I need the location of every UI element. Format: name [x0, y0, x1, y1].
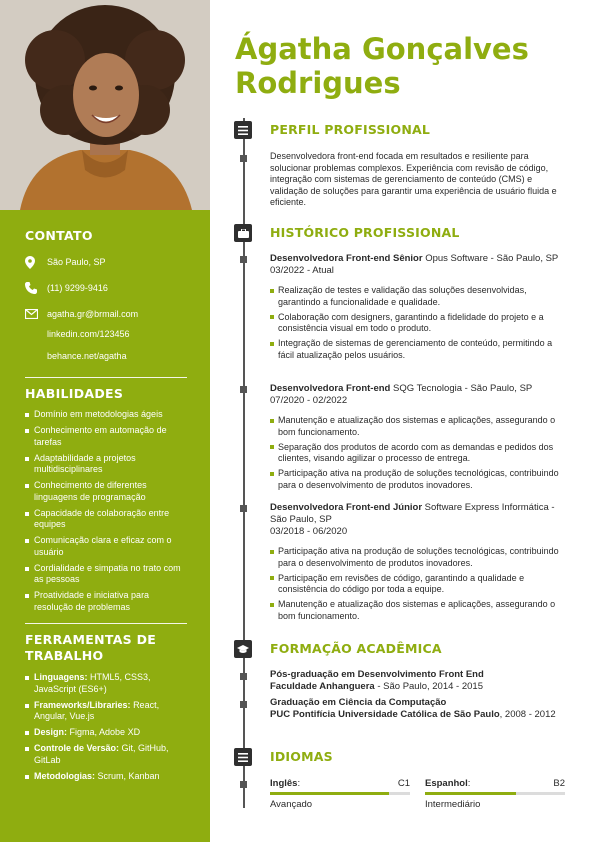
language-code: B2 — [553, 778, 565, 789]
job-role: Desenvolvedora Front-end Júnior — [270, 502, 423, 513]
list-item: Conhecimento de diferentes linguagens de programação — [25, 480, 187, 503]
phone-icon — [25, 281, 47, 295]
list-item: Participação em revisões de código, garantindo a qualidade e consistência do código por toda a equipe. — [270, 573, 570, 596]
list-item: Proatividade e iniciativa para resolução de problemas — [25, 590, 187, 613]
list-item: Conhecimento em automação de tarefas — [25, 425, 187, 448]
list-item — [25, 672, 187, 695]
contact-phone — [25, 278, 187, 298]
divider — [25, 377, 187, 378]
tools-heading-line2: TRABALHO — [25, 648, 104, 663]
list-item — [25, 700, 187, 723]
job-company: Opus Software - São Paulo, SP — [425, 253, 559, 264]
proficiency-bar — [270, 792, 410, 795]
skills-heading: HABILIDADES — [25, 386, 124, 401]
timeline-marker — [240, 386, 247, 393]
location-text: São Paulo, SP — [47, 257, 106, 267]
contact-linkedin[interactable] — [25, 324, 187, 344]
list-item: Integração de sistemas de gerenciamento de conteúdo, permitindo a fácil atualização pelos usuários. — [270, 338, 570, 361]
contact-location — [25, 252, 187, 272]
tool-value: Scrum, Kanban — [97, 770, 160, 781]
list-item: Capacidade de colaboração entre equipes — [25, 508, 187, 531]
school-line — [270, 681, 570, 693]
timeline-marker — [240, 701, 247, 708]
tools-list — [25, 672, 187, 782]
briefcase-icon — [234, 224, 252, 242]
course-title: Graduação em Ciência da Computação — [270, 697, 447, 708]
school-name: Faculdade Anhanguera — [270, 681, 375, 692]
phone-text: (11) 9299-9416 — [47, 283, 108, 293]
languages-heading: IDIOMAS — [270, 749, 333, 764]
list-item: Manutenção e atualização dos sistemas e aplicações, assegurando o bom funcionamento. — [270, 415, 570, 438]
job-title-line — [270, 383, 570, 395]
tool-value: Figma, Adobe XD — [69, 727, 141, 737]
list-item — [25, 771, 187, 783]
location-pin-icon — [25, 255, 47, 269]
job-bullets — [270, 415, 570, 491]
tool-label: Metodologias: — [34, 770, 95, 781]
tool-label: Frameworks/Libraries: — [34, 699, 131, 710]
course-title: Pós-graduação em Desenvolvimento Front End — [270, 669, 484, 680]
language-item — [270, 778, 410, 810]
history-heading: HISTÓRICO PROFISSIONAL — [270, 225, 460, 240]
tool-label: Design: — [34, 727, 68, 737]
education-details: - São Paulo, 2014 - 2015 — [377, 681, 483, 692]
proficiency-fill — [270, 792, 389, 795]
language-level: Intermediário — [425, 799, 481, 810]
list-item: Realização de testes e validação das soluções desenvolvidas, garantindo a funcionalidade e qualidade. — [270, 285, 570, 308]
list-item: Colaboração com designers, garantindo a fidelidade do projeto e a consistência visual em todo o produto. — [270, 312, 570, 335]
job-entry — [270, 502, 570, 626]
job-title-line — [270, 253, 570, 265]
list-item — [25, 743, 187, 766]
sidebar — [0, 0, 210, 842]
job-role: Desenvolvedora Front-end — [270, 383, 391, 394]
tool-label: Controle de Versão: — [34, 743, 120, 753]
language-level: Avançado — [270, 799, 313, 810]
timeline-marker — [240, 505, 247, 512]
education-entry — [270, 697, 570, 721]
language-label: Inglês — [270, 778, 298, 789]
school-name: PUC Pontifícia Universidade Católica de São Paulo — [270, 709, 500, 720]
list-icon — [234, 748, 252, 766]
list-item — [25, 727, 187, 739]
contact-email[interactable] — [25, 304, 187, 324]
behance-link[interactable]: behance.net/agatha — [47, 351, 127, 361]
tool-value: HTML5, CSS3, JavaScript (ES6+) — [34, 672, 151, 694]
list-item: Domínio em metodologias ágeis — [25, 409, 187, 421]
language-row — [270, 778, 410, 789]
list-item: Participação ativa na produção de soluções tecnológicas, contribuindo para o desenvolvimento de produtos inovadores. — [270, 546, 570, 569]
tool-label: Linguagens: — [34, 672, 88, 682]
job-company: Software Express Informática - São Paulo, SP — [270, 502, 555, 525]
education-heading: FORMAÇÃO ACADÊMICA — [270, 641, 442, 656]
timeline-marker — [240, 155, 247, 162]
tool-value: Git, GitHub, GitLab — [34, 743, 169, 765]
job-company: SQG Tecnologia - São Paulo, SP — [393, 383, 533, 394]
tools-heading-line1: FERRAMENTAS DE — [25, 632, 157, 647]
contact-behance[interactable] — [25, 346, 187, 366]
tools-heading — [25, 632, 187, 664]
education-details: , 2008 - 2012 — [499, 709, 556, 720]
name-line1: Ágatha Gonçalves — [235, 32, 529, 66]
job-dates: 07/2020 - 02/2022 — [270, 395, 348, 406]
job-title-line — [270, 502, 570, 526]
language-code: C1 — [397, 778, 410, 789]
list-item: Comunicação clara e eficaz com o usuário — [25, 535, 187, 558]
skills-list — [25, 409, 187, 613]
proficiency-bar — [425, 792, 565, 795]
job-entry — [270, 383, 570, 495]
list-item: Participação ativa na produção de soluções tecnológicas, contribuindo para o desenvolvimento de produtos inovadores. — [270, 468, 570, 491]
name-line2: Rodrigues — [235, 66, 401, 100]
list-item: Manutenção e atualização dos sistemas e aplicações, assegurando o bom funcionamento. — [270, 599, 570, 622]
tool-value: React, Angular, Vue.js — [34, 699, 160, 721]
profile-text: Desenvolvedora front-end focada em resultados e resiliente para solucionar problemas complexos. Experiência com revisão de código, integração com sistemas de gerenciamento de conteúdo (CMS) e validação de soluções para garantir uma experiência de usuário fluida e eficiente. — [270, 151, 557, 208]
list-item: Cordialidade e simpatia no trato com as pessoas — [25, 563, 187, 586]
course-name — [270, 697, 570, 709]
job-bullets — [270, 546, 570, 622]
profile-heading: PERFIL PROFISSIONAL — [270, 122, 431, 137]
email-link[interactable]: agatha.gr@brmail.com — [47, 309, 139, 319]
job-dates: 03/2022 - Atual — [270, 265, 334, 276]
job-entry — [270, 253, 570, 365]
contact-heading: CONTATO — [25, 228, 93, 243]
job-bullets — [270, 285, 570, 361]
language-name: Inglês: — [270, 778, 301, 789]
language-item — [425, 778, 565, 810]
school-line — [270, 709, 570, 721]
job-role: Desenvolvedora Front-end Sênior — [270, 253, 423, 264]
candidate-name — [235, 32, 575, 100]
list-item: Separação dos produtos de acordo com as demandas e pedidos dos clientes, visando agilizar o processo de entrega. — [270, 442, 570, 465]
timeline-marker — [240, 673, 247, 680]
list-item: Adaptabilidade a projetos multidisciplinares — [25, 453, 187, 476]
profile-photo — [0, 0, 210, 210]
job-dates: 03/2018 - 06/2020 — [270, 526, 348, 537]
envelope-icon — [25, 307, 47, 321]
graduation-cap-icon — [234, 640, 252, 658]
language-name: Espanhol: — [425, 778, 471, 789]
timeline-marker — [240, 256, 247, 263]
language-row — [425, 778, 565, 789]
language-label: Espanhol — [425, 778, 468, 789]
course-name — [270, 669, 570, 681]
list-icon — [234, 121, 252, 139]
proficiency-fill — [425, 792, 516, 795]
timeline-marker — [240, 781, 247, 788]
education-entry — [270, 669, 570, 693]
linkedin-link[interactable]: linkedin.com/123456 — [47, 329, 130, 339]
divider — [25, 623, 187, 624]
